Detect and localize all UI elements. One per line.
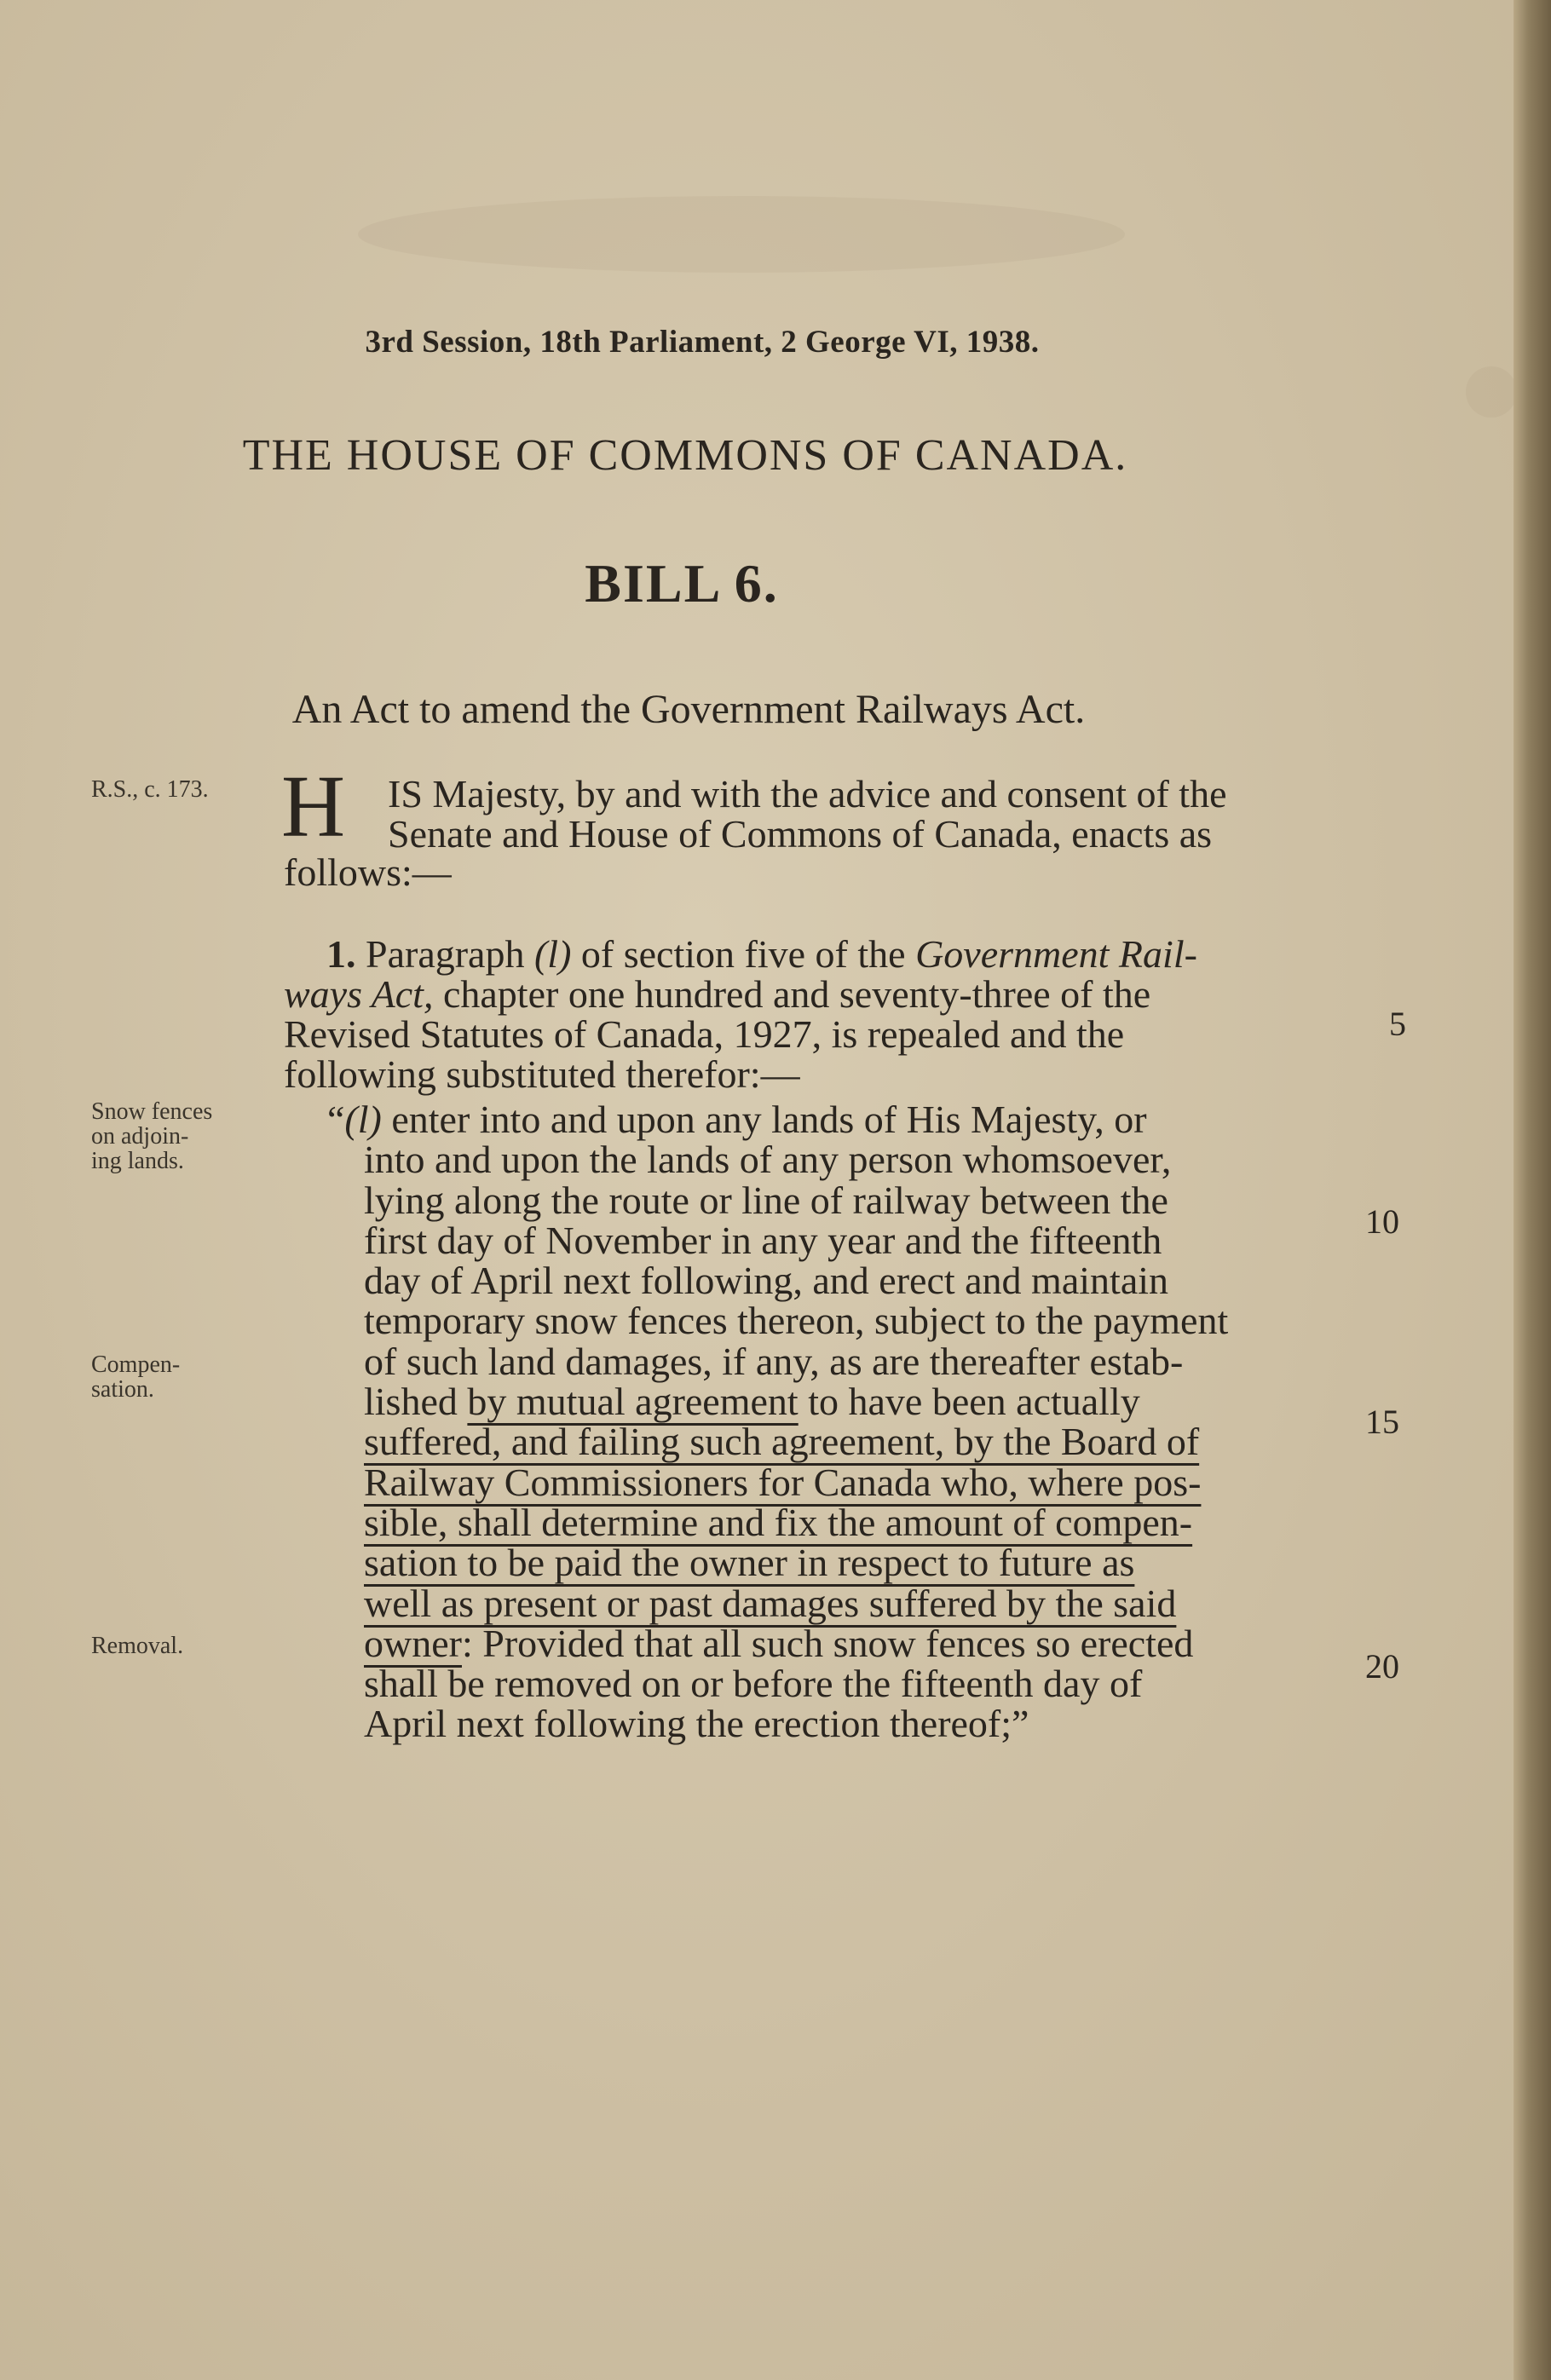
underlined-text: owner [364,1621,462,1665]
preamble-line: follows:— [284,850,452,894]
section-1-line [284,974,1197,1014]
section-1-line: following substituted therefor:— [284,1052,800,1096]
line-number-15: 15 [1365,1403,1399,1441]
quoted-line-underlined: sation to be paid the owner in respect to future as [364,1541,1135,1585]
act-title: An Act to amend the Government Railways Act. [291,687,1086,732]
quoted-line: temporary snow fences thereon, subject to the payment [364,1299,1229,1343]
quoted-line: lying along the route or line of railway between the [364,1178,1168,1222]
faded-smudge [358,196,1125,273]
quoted-line [327,1099,1228,1139]
text-run: (l) [533,932,572,976]
section-number: 1. [326,932,356,976]
preamble-line: IS Majesty, by and with the advice and consent of the [388,772,1227,815]
quoted-line: shall be removed on or before the fifteenth day of [364,1662,1143,1706]
underlined-text: by mutual agreement [467,1380,799,1424]
session-line: 3rd Session, 18th Parliament, 2 George VI, 1938. [365,325,1040,360]
section-1 [284,934,1197,1094]
section-1-line: Revised Statutes of Canada, 1927, is repealed and the [284,1012,1125,1056]
text-run: “ [327,1098,345,1141]
quoted-line-underlined: sible, shall determine and fix the amount of compen- [364,1500,1193,1544]
act-name: ways Act, [284,972,434,1016]
text-run: Paragraph [355,932,534,976]
house-title: THE HOUSE OF COMMONS OF CANADA. [242,431,1128,480]
margin-note-rs: R.S., c. 173. [91,776,209,803]
quoted-line: April next following the erection thereof;” [364,1702,1029,1746]
quoted-line: of such land damages, if any, as are thereafter estab- [364,1339,1184,1383]
preamble-end [284,852,452,892]
text-run: lished [364,1380,468,1424]
faded-smudge [1466,366,1517,418]
quoted-line-underlined: well as present or past damages suffered by the said [364,1581,1177,1625]
line-number-5: 5 [1389,1005,1406,1043]
quoted-line [324,1623,1228,1663]
margin-note-line: sation. [91,1376,154,1403]
preamble [388,774,1227,854]
margin-note-line: Snow fences [91,1098,213,1125]
quoted-line-underlined: Railway Commissioners for Canada who, where pos- [364,1460,1202,1504]
quoted-line-underlined: suffered, and failing such agreement, by the Board of [364,1420,1200,1464]
text-run: to have been actually [798,1380,1140,1424]
text-run: of section five of the [571,932,916,976]
margin-note-compensation [91,1352,180,1402]
preamble-line: Senate and House of Commons of Canada, enacts as [388,812,1213,856]
quoted-line: day of April next following, and erect and maintain [364,1259,1169,1303]
page-edge-shadow [1514,0,1551,2380]
section-1-line [284,934,1197,974]
line-number-20: 20 [1365,1647,1399,1686]
text-run: : Provided that all such snow fences so erected [461,1621,1194,1665]
bill-number: BILL 6. [585,553,779,614]
margin-note-snow-fences [91,1099,212,1173]
line-number-10: 10 [1365,1202,1399,1241]
quoted-line: into and upon the lands of any person whomsoever, [364,1138,1172,1182]
margin-note-line: on adjoin- [91,1123,189,1150]
quoted-line: first day of November in any year and the fifteenth [364,1218,1162,1262]
act-name: Government Rail- [915,932,1197,976]
quoted-paragraph [324,1099,1228,1744]
text-run: chapter one hundred and seventy-three of the [433,972,1151,1016]
margin-note-removal: Removal. [91,1633,184,1659]
margin-note-line: Compen- [91,1351,181,1378]
drop-cap: H [281,758,346,856]
margin-note-line: ing lands. [91,1148,184,1174]
quoted-line [324,1380,1228,1424]
text-run: enter into and upon any lands of His Majesty, or [381,1098,1147,1141]
text-run: (l) [344,1098,382,1141]
